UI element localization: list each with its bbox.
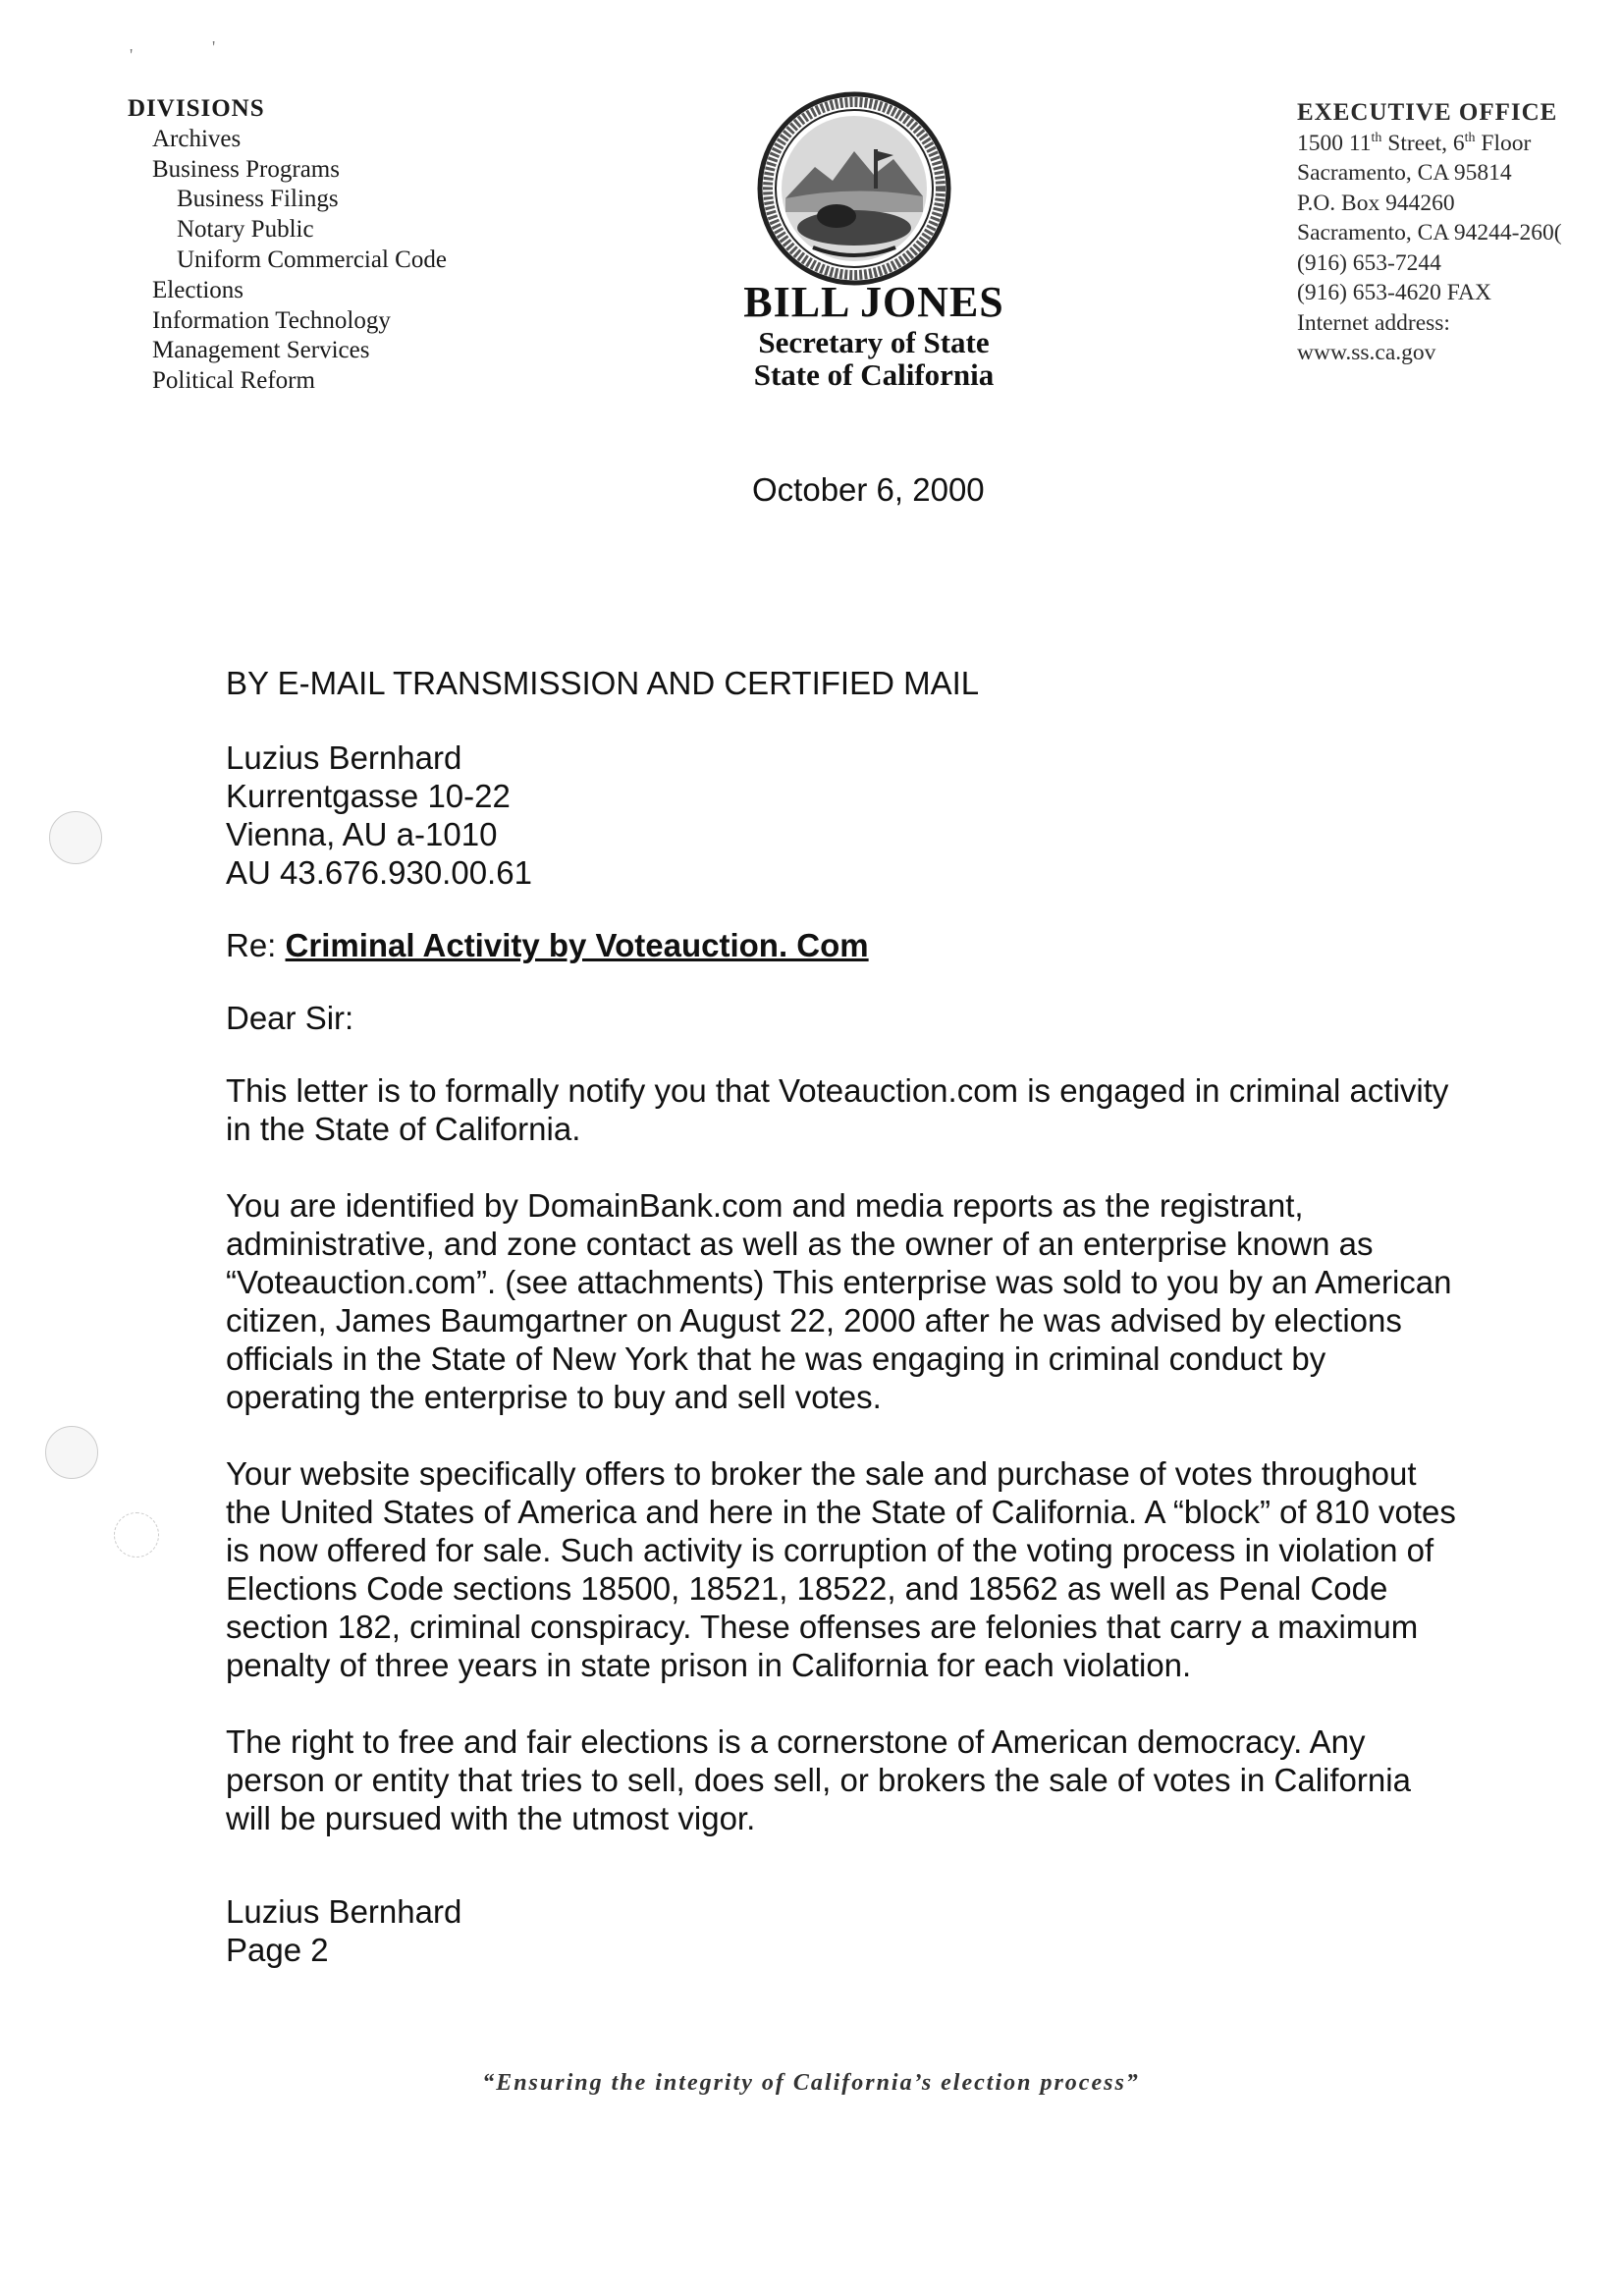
division-item: Elections [152, 276, 244, 303]
paragraph-line: is now offered for sale. Such activity is corruption of the voting process in violation of [226, 1532, 1434, 1568]
divisions-heading: DIVISIONS [128, 95, 265, 122]
division-item: Business Programs [152, 155, 340, 183]
official-block [687, 279, 1060, 391]
scan-speck: ' [212, 37, 216, 57]
address-line: Vienna, AU a-1010 [226, 816, 498, 852]
paragraph-line: officials in the State of New York that he was engaging in criminal conduct by [226, 1340, 1326, 1377]
division-item: Notary Public [177, 216, 314, 244]
delivery-method: BY E-MAIL TRANSMISSION AND CERTIFIED MAIL [226, 665, 980, 701]
phone: (916) 653-7244 [1297, 249, 1441, 276]
po-box: P.O. Box 944260 [1297, 190, 1455, 216]
address-line: Kurrentgasse 10-22 [226, 778, 511, 814]
ordinal-sup: th [1464, 130, 1476, 145]
subject-prefix: Re: [226, 927, 286, 963]
scan-speck: ' [130, 45, 134, 65]
ordinal-sup: th [1371, 130, 1382, 145]
division-item: Political Reform [152, 367, 315, 395]
executive-office-heading: EXECUTIVE OFFICE [1297, 99, 1558, 126]
body-paragraph [226, 1454, 1532, 1684]
paragraph-line: This letter is to formally notify you that Voteauction.com is engaged in criminal activity [226, 1072, 1449, 1109]
city-line: Sacramento, CA 95814 [1297, 160, 1512, 186]
street-number: 1500 11 [1297, 130, 1372, 156]
state-seal-icon [756, 90, 952, 287]
city-line: Sacramento, CA 94244-260( [1297, 220, 1562, 246]
salutation: Dear Sir: [226, 1000, 354, 1036]
footer-motto: “Ensuring the integrity of California’s election process” [482, 2070, 1140, 2096]
division-item: Archives [152, 125, 242, 152]
subject-line [226, 926, 1532, 964]
official-jurisdiction: State of California [753, 357, 995, 392]
divisions-list [128, 94, 447, 397]
paragraph-line: section 182, criminal conspiracy. These offenses are felonies that carry a maximum [226, 1609, 1419, 1645]
body-paragraph [226, 1186, 1532, 1416]
body-paragraph [226, 1722, 1532, 1837]
punch-hole [49, 811, 102, 864]
street-name: Street, 6 [1381, 130, 1465, 156]
letter-date: October 6, 2000 [752, 471, 985, 508]
floor-label: Floor [1475, 130, 1532, 156]
paragraph-line: operating the enterprise to buy and sell votes. [226, 1379, 882, 1415]
letter-body [226, 664, 1532, 1969]
executive-office [1297, 98, 1562, 368]
paragraph-line: will be pursued with the utmost vigor. [226, 1800, 756, 1836]
paragraph-line: “Voteauction.com”. (see attachments) This enterprise was sold to you by an American [226, 1264, 1452, 1300]
paragraph-line: citizen, James Baumgartner on August 22, 2000 after he was advised by elections [226, 1302, 1402, 1339]
paragraph-line: Your website specifically offers to broker the sale and purchase of votes throughout [226, 1455, 1417, 1492]
punch-hole [45, 1426, 98, 1479]
body-paragraph [226, 1071, 1532, 1148]
official-name: BILL JONES [743, 278, 1004, 326]
paragraph-line: administrative, and zone contact as well as the owner of an enterprise known as [226, 1226, 1374, 1262]
division-item: Business Filings [177, 186, 339, 213]
address-line: AU 43.676.930.00.61 [226, 854, 532, 891]
paragraph-line: You are identified by DomainBank.com and media reports as the registrant, [226, 1187, 1304, 1224]
page-number: Page 2 [226, 1932, 329, 1968]
page-header-block [226, 1892, 1532, 1969]
address-line: Luzius Bernhard [226, 739, 462, 776]
internet-label: Internet address: [1297, 309, 1450, 336]
street-address [1297, 129, 1562, 159]
paragraph-line: penalty of three years in state prison in California for each violation. [226, 1647, 1192, 1683]
paragraph-line: person or entity that tries to sell, does sell, or brokers the sale of votes in California [226, 1762, 1411, 1798]
fax: (916) 653-4620 FAX [1297, 280, 1491, 305]
subject-text: Criminal Activity by Voteauction. Com [285, 927, 869, 963]
website: www.ss.ca.gov [1297, 340, 1436, 365]
paragraph-line: Elections Code sections 18500, 18521, 18522, and 18562 as well as Penal Code [226, 1570, 1388, 1607]
division-item: Management Services [152, 337, 370, 364]
division-item: Uniform Commercial Code [177, 246, 447, 273]
paragraph-line: the United States of America and here in the State of California. A “block” of 810 votes [226, 1494, 1456, 1530]
division-item: Information Technology [152, 306, 391, 334]
paragraph-line: in the State of California. [226, 1111, 581, 1147]
recipient-address [226, 738, 1532, 892]
page-header-name: Luzius Bernhard [226, 1893, 462, 1930]
punch-hole [114, 1512, 159, 1558]
official-title: Secretary of State [758, 325, 990, 359]
paragraph-line: The right to free and fair elections is a cornerstone of American democracy. Any [226, 1723, 1366, 1760]
